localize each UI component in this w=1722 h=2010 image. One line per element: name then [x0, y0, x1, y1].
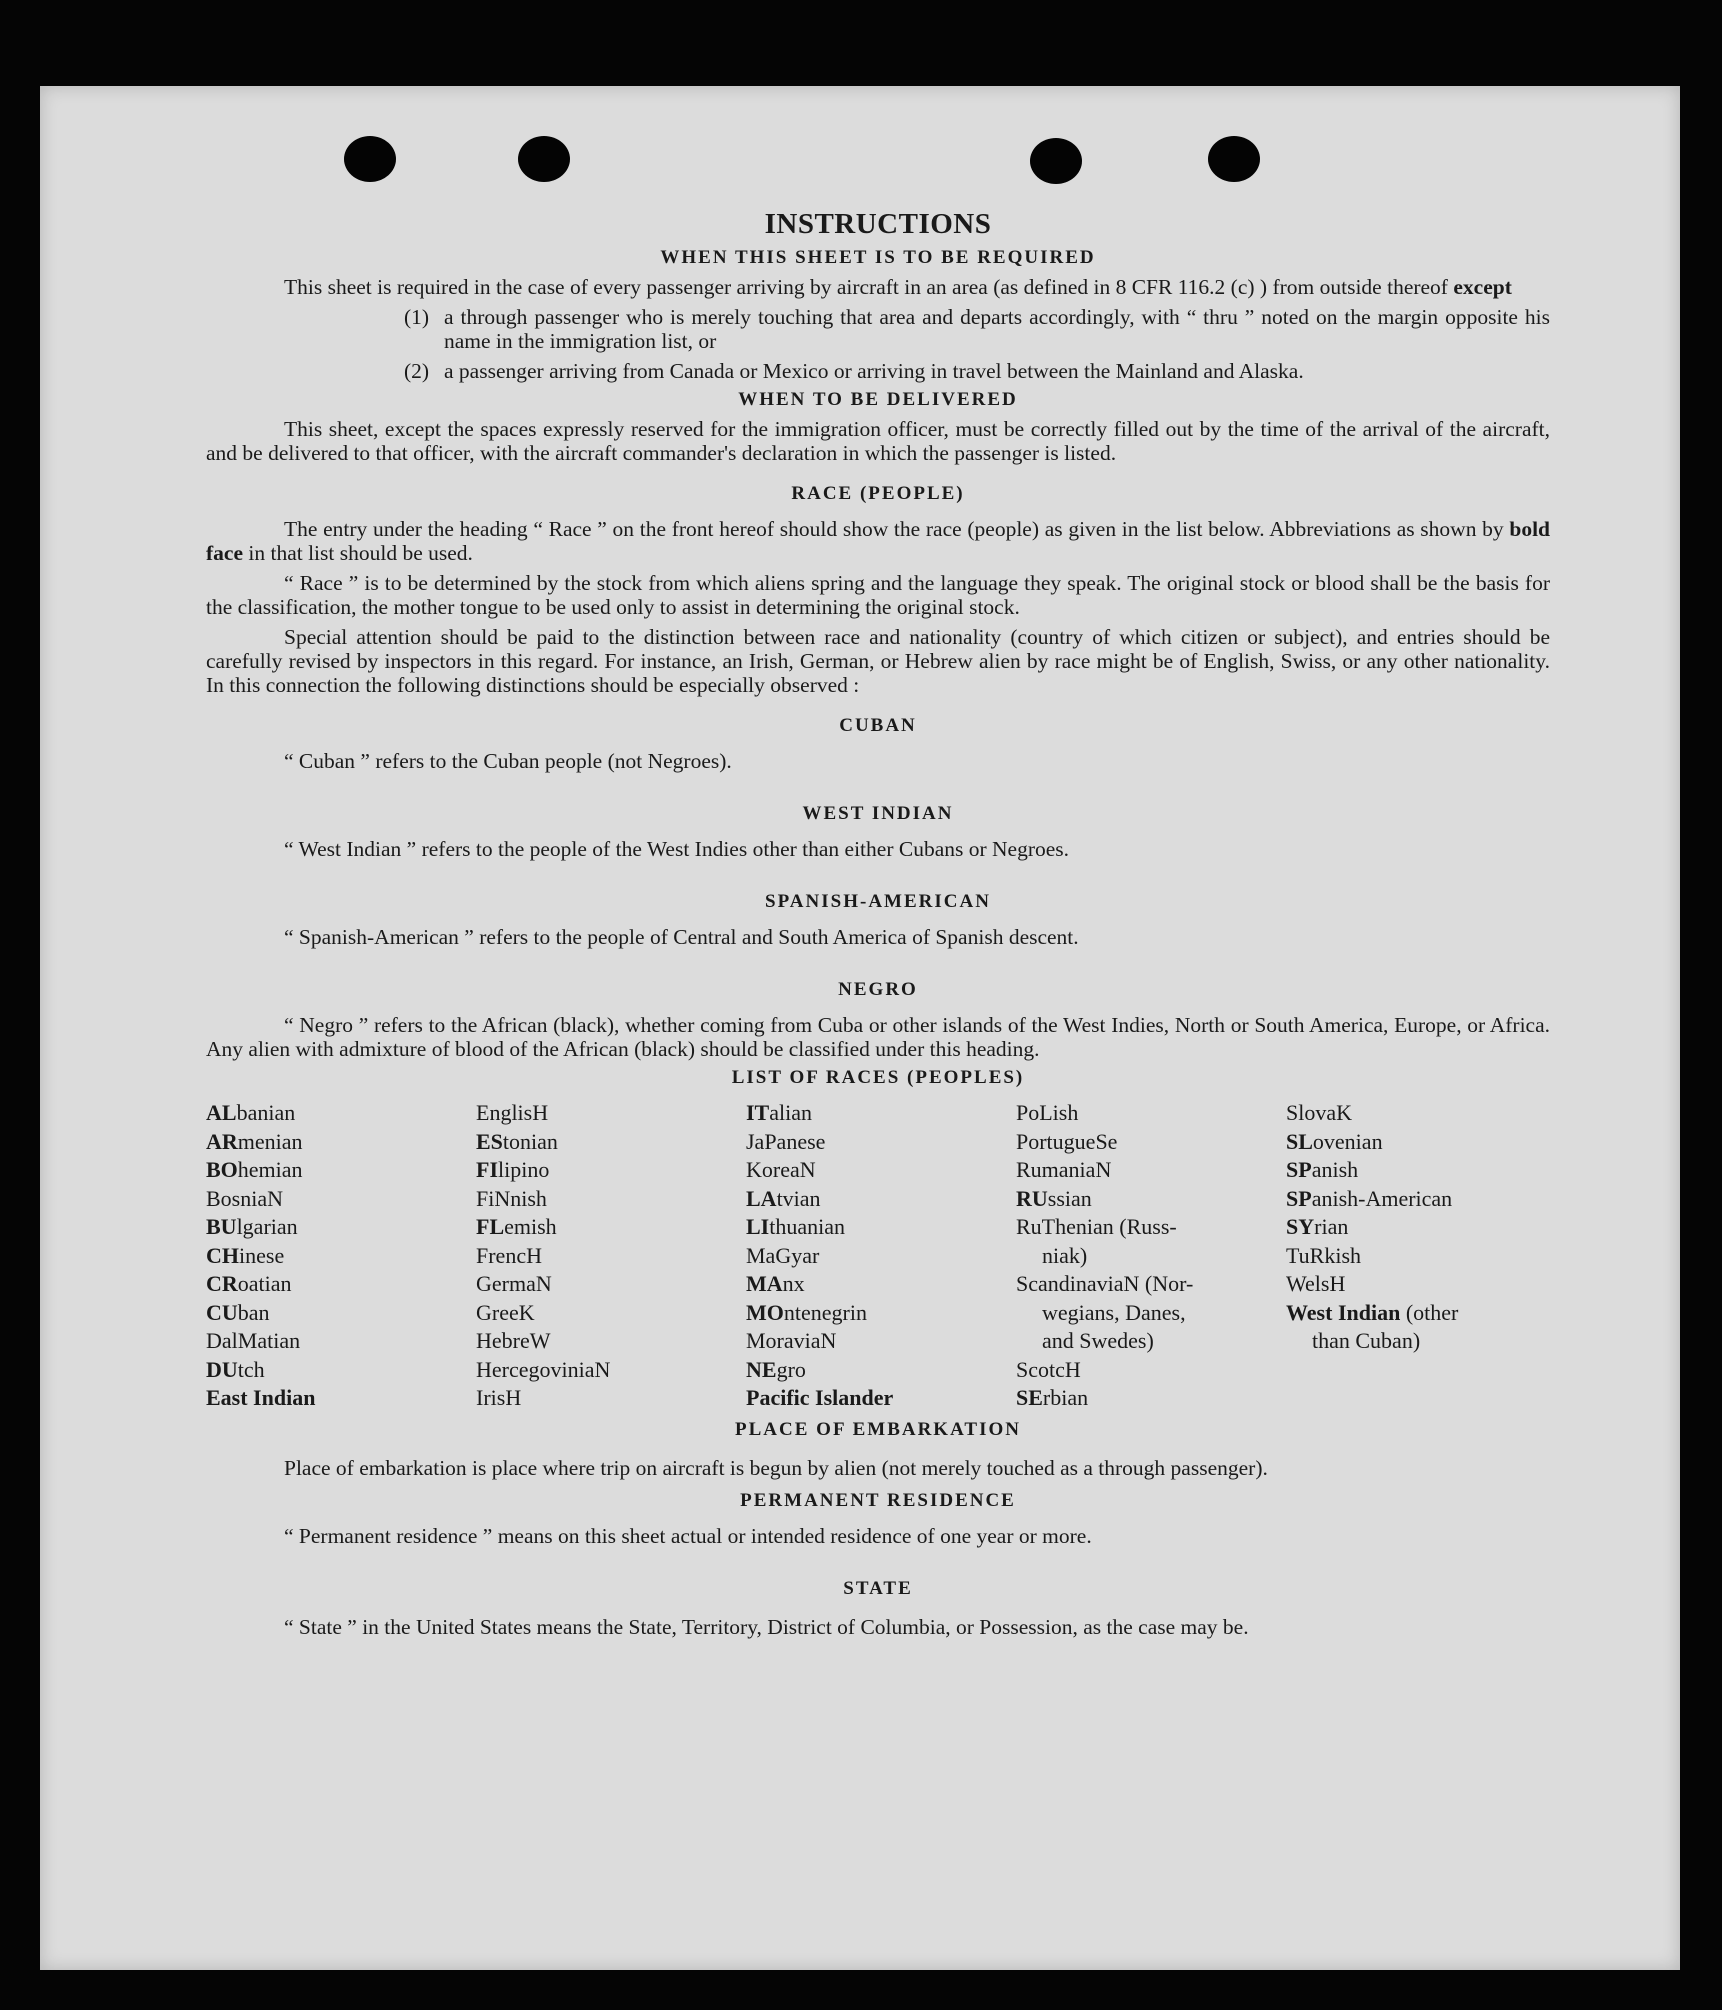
heading-race: RACE (PEOPLE) [791, 483, 965, 504]
document-sheet [40, 86, 1680, 1970]
race-entry: RuThenian (Russ- niak) [1016, 1214, 1177, 1268]
paragraph-residence: “ Permanent residence ” means on this sheet actual or intended residence of one year or more. [284, 1523, 1092, 1548]
race-entry: SLovenian [1286, 1128, 1383, 1154]
punch-hole [344, 136, 396, 182]
race-entry: WelsH [1286, 1271, 1346, 1296]
paragraph-west-indian: “ West Indian ” refers to the people of the West Indies other than either Cubans or Negroes. [284, 837, 1070, 861]
race-entry: BosniaN [206, 1185, 284, 1211]
heading-spanish-american: SPANISH-AMERICAN [765, 891, 991, 912]
race-entry: IrisH [476, 1385, 522, 1410]
race-entry: RUssian [1016, 1185, 1092, 1211]
race-entry: FrencH [476, 1242, 542, 1268]
punch-hole [1030, 138, 1082, 184]
instructions-content [206, 208, 1550, 1643]
race-entry: CUban [206, 1299, 270, 1325]
paragraph-race-3: Special attention should be paid to the distinction between race and nationality (country of which citizen or subject), and entries should be carefully revised by inspectors in this regard. For instance, an Irish, German, or Hebrew alien by race might be of English, Swiss, or any other nationality. In this connection the following distinctions should be especially observed : [206, 625, 1550, 697]
race-entry: TuRkish [1286, 1242, 1362, 1268]
heading-west-indian: WEST INDIAN [802, 803, 954, 824]
race-entry: CRoatian [206, 1271, 292, 1296]
races-column [746, 1099, 1016, 1413]
paragraph-state: “ State ” in the United States means the State, Territory, District of Columbia, or Possession, as the case may be. [284, 1614, 1249, 1639]
races-column [206, 1099, 476, 1413]
race-entry: LIthuanian [746, 1214, 846, 1239]
race-entry: DalMatian [206, 1328, 301, 1353]
paragraph-race-2: “ Race ” is to be determined by the stock from which aliens spring and the language they speak. The original stock or blood shall be the basis for the classification, the mother tongue to be used only to assist in determining the original stock. [206, 571, 1550, 619]
race-entry: JaPanese [746, 1128, 826, 1154]
list-item: (1) a through passenger who is merely touching that area and departs accordingly, with “ thru ” noted on the margin opposite his name in the immigration list, or [404, 305, 1550, 353]
punch-hole [1208, 136, 1260, 182]
heading-embarkation: PLACE OF EMBARKATION [735, 1418, 1021, 1440]
paragraph-cuban: “ Cuban ” refers to the Cuban people (not Negroes). [284, 749, 732, 773]
page-title: INSTRUCTIONS [764, 208, 992, 240]
race-entry: PoLish [1016, 1100, 1079, 1125]
races-column [1016, 1099, 1286, 1413]
heading-when-required: WHEN THIS SHEET IS TO BE REQUIRED [660, 247, 1096, 268]
paragraph-when-delivered: This sheet, except the spaces expressly reserved for the immigration officer, must be correctly filled out by the time of the arrival of the aircraft, and be delivered to that officer, with the aircraft commander's declaration in which the passenger is listed. [206, 417, 1550, 465]
race-entry: SPanish-American [1286, 1185, 1453, 1211]
list-item: (2) a passenger arriving from Canada or Mexico or arriving in travel between the Mainland and Alaska. [404, 359, 1304, 383]
heading-list-of-races: LIST OF RACES (PEOPLES) [731, 1067, 1025, 1088]
race-entry: HebreW [476, 1328, 551, 1353]
paragraph-race-1: The entry under the heading “ Race ” on the front hereof should show the race (people) as given in the list below. Abbreviations as shown by bold face in that list should be used. [206, 517, 1550, 565]
race-entry: EStonian [476, 1128, 558, 1154]
race-entry: MAnx [746, 1271, 805, 1296]
paragraph-when-required: This sheet is required in the case of every passenger arriving by aircraft in an area (as defined in 8 CFR 116.2 (c) ) from outside thereof except [284, 275, 1512, 299]
race-entry: LAtvian [746, 1185, 821, 1211]
race-entry: GermaN [476, 1271, 552, 1296]
races-column [476, 1099, 746, 1413]
paragraph-spanish-american: “ Spanish-American ” refers to the people of Central and South America of Spanish descent. [284, 925, 1079, 949]
race-entry: SYrian [1286, 1214, 1349, 1239]
race-entry: KoreaN [746, 1157, 816, 1182]
race-entry: GreeK [476, 1299, 535, 1325]
race-entry: CHinese [206, 1242, 285, 1268]
race-entry: East Indian [206, 1385, 316, 1410]
paragraph-embarkation: Place of embarkation is place where trip on aircraft is begun by alien (not merely touched as a through passenger). [284, 1455, 1268, 1480]
heading-negro: NEGRO [838, 979, 918, 1000]
race-entry: FIlipino [476, 1157, 550, 1182]
race-entry: ALbanian [206, 1100, 296, 1125]
race-entry: HercegoviniaN [476, 1356, 611, 1382]
race-entry: EnglisH [476, 1100, 549, 1125]
race-entry: FiNnish [476, 1185, 547, 1211]
race-entry: West Indian (other than Cuban) [1286, 1299, 1459, 1353]
race-entry: ARmenian [206, 1128, 303, 1154]
race-entry: Pacific Islander [746, 1385, 894, 1410]
race-entry: BUlgarian [206, 1214, 298, 1239]
race-entry: SlovaK [1286, 1100, 1353, 1125]
race-entry: BOhemian [206, 1157, 303, 1182]
heading-cuban: CUBAN [839, 715, 917, 736]
race-entry: NEgro [746, 1356, 806, 1382]
paragraph-negro: “ Negro ” refers to the African (black), whether coming from Cuba or other islands of the West Indies, North or South America, Europe, or Africa. Any alien with admixture of blood of the African (black) should be classified under this heading. [206, 1013, 1550, 1061]
heading-state: STATE [843, 1577, 913, 1599]
heading-when-delivered: WHEN TO BE DELIVERED [738, 389, 1018, 410]
race-entry: MoraviaN [746, 1328, 837, 1353]
race-entry: ITalian [746, 1100, 813, 1125]
race-entry: ScotcH [1016, 1356, 1081, 1382]
race-entry: SErbian [1016, 1385, 1089, 1410]
races-column [1286, 1099, 1550, 1413]
punch-hole [518, 136, 570, 182]
race-entry: RumaniaN [1016, 1157, 1112, 1182]
races-table [206, 1099, 1550, 1413]
heading-residence: PERMANENT RESIDENCE [740, 1489, 1016, 1511]
race-entry: SPanish [1286, 1157, 1359, 1182]
race-entry: DUtch [206, 1356, 265, 1382]
race-entry: MOntenegrin [746, 1299, 867, 1325]
race-entry: ScandinaviaN (Nor- wegians, Danes, and Swedes) [1016, 1271, 1194, 1353]
race-entry: MaGyar [746, 1242, 820, 1268]
race-entry: PortugueSe [1016, 1128, 1118, 1154]
race-entry: FLemish [476, 1214, 557, 1239]
